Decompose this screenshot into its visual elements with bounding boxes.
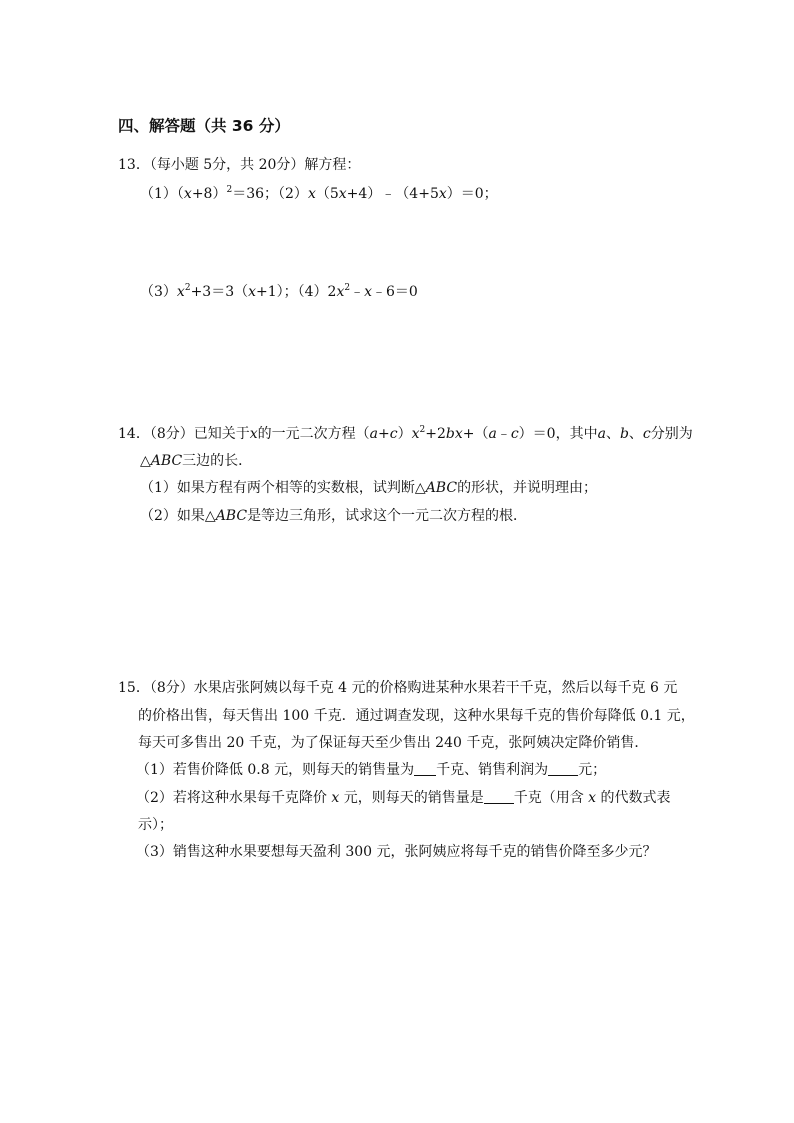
var-x: x: [307, 186, 316, 202]
q14-text: 、: [628, 426, 643, 442]
answer-blank[interactable]: [484, 789, 514, 804]
q13-p1-rest: +8）: [191, 186, 227, 202]
q15-text: 千克（用含: [513, 790, 589, 806]
q14-text: 的形状，并说明理由；: [457, 480, 598, 496]
q14-part-1: [140, 478, 597, 498]
var-x: x: [176, 284, 185, 300]
var-x: x: [248, 284, 257, 300]
var-abc: ABC: [425, 480, 458, 496]
q15-part-2-cont: 示）；: [138, 817, 173, 833]
var-c: c: [642, 426, 651, 442]
q15-text: 元；: [578, 762, 607, 778]
q14-line-1: [118, 424, 693, 444]
var-b: b: [619, 426, 629, 442]
q14-text: ﹣: [496, 426, 511, 442]
q15-text: 千克、销售利润为: [436, 762, 549, 778]
q13-p3-mid: +3＝3（: [190, 284, 249, 300]
var-x: x: [411, 426, 420, 442]
triangle-symbol: △: [140, 453, 151, 469]
q15-part-1: [136, 760, 606, 780]
var-c: c: [510, 426, 519, 442]
var-x: x: [331, 790, 340, 806]
var-c: c: [389, 426, 398, 442]
q14-text: （2）如果△: [140, 508, 216, 524]
q14-text: +2: [425, 426, 446, 442]
q14-text: （1）如果方程有两个相等的实数根，试判断△: [140, 480, 426, 496]
q14-text: ）＝0，其中: [518, 426, 598, 442]
q13-stem: 13．（每小题 5分，共 20分）解方程：: [118, 157, 361, 173]
q13-p4-end: ﹣6＝0: [372, 284, 418, 300]
var-x: x: [338, 186, 347, 202]
q14-text: 是等边三角形，试求这个一元二次方程的根．: [247, 508, 528, 524]
q13-p1-label: （1）（: [140, 186, 184, 202]
exponent: 2: [184, 283, 191, 293]
q15-line-1: 15．（8分）水果店张阿姨以每千克 4 元的价格购进某种水果若干千克，然后以每千克 6 元: [118, 680, 678, 696]
q14-text: 14．（8分）已知关于: [118, 426, 250, 442]
q13-p3-label: （3）: [140, 284, 177, 300]
exponent: 2: [419, 425, 426, 435]
q13-p4-mid: ﹣: [350, 284, 365, 300]
q13-equations-1-2: [140, 184, 498, 204]
var-a: a: [488, 426, 497, 442]
var-x: x: [336, 284, 345, 300]
q15-text: （2）若将这种水果每千克降价: [136, 790, 332, 806]
q14-line-2: [140, 451, 252, 471]
section-heading: 四、解答题（共 36 分）: [118, 117, 290, 135]
q13-p2-end: ）＝0；: [446, 186, 498, 202]
q15-text: （1）若售价降低 0.8 元，则每天的销售量为: [136, 762, 415, 778]
exponent: 2: [344, 283, 351, 293]
q13-p3-end: +1）；（4）2: [256, 284, 337, 300]
q13-equations-3-4: [140, 282, 418, 302]
q13-p2-mid2: +4）﹣（4+5: [346, 186, 439, 202]
q15-line-2: 的价格出售，每天售出 100 千克．通过调查发现，这种水果每千克的售价每降低 0.1 元，: [138, 708, 695, 724]
q14-text: +（: [462, 426, 489, 442]
q14-text: 的一元二次方程（: [257, 426, 370, 442]
q14-text: 分别为: [650, 426, 693, 442]
q14-text: 、: [605, 426, 620, 442]
q15-part-2: [136, 788, 671, 808]
q14-part-2: [140, 506, 527, 526]
var-x: x: [588, 790, 597, 806]
var-a: a: [369, 426, 378, 442]
q14-text: 三边的长．: [182, 453, 253, 469]
q14-text: ）: [397, 426, 412, 442]
q14-text: +: [378, 426, 390, 442]
q13-p2-mid: （5: [315, 186, 339, 202]
var-a: a: [597, 426, 606, 442]
answer-blank[interactable]: [414, 761, 436, 776]
answer-blank[interactable]: [548, 761, 578, 776]
exponent: 2: [226, 185, 233, 195]
var-abc: ABC: [150, 453, 183, 469]
q15-line-3: 每天可多售出 20 千克，为了保证每天至少售出 240 千克，张阿姨决定降价销售．: [138, 735, 649, 751]
q13-p1-eq: ＝36；（2）: [232, 186, 308, 202]
q15-text: 的代数式表: [596, 790, 671, 806]
var-x: x: [183, 186, 192, 202]
var-x: x: [364, 284, 373, 300]
var-bx: bx: [445, 426, 463, 442]
var-x: x: [438, 186, 447, 202]
var-abc: ABC: [215, 508, 248, 524]
var-x: x: [249, 426, 258, 442]
q15-part-3: （3）销售这种水果要想每天盈利 300 元，张阿姨应将每千克的销售价降至多少元？: [136, 844, 657, 860]
q15-text: 元，则每天的销售量是: [339, 790, 484, 806]
